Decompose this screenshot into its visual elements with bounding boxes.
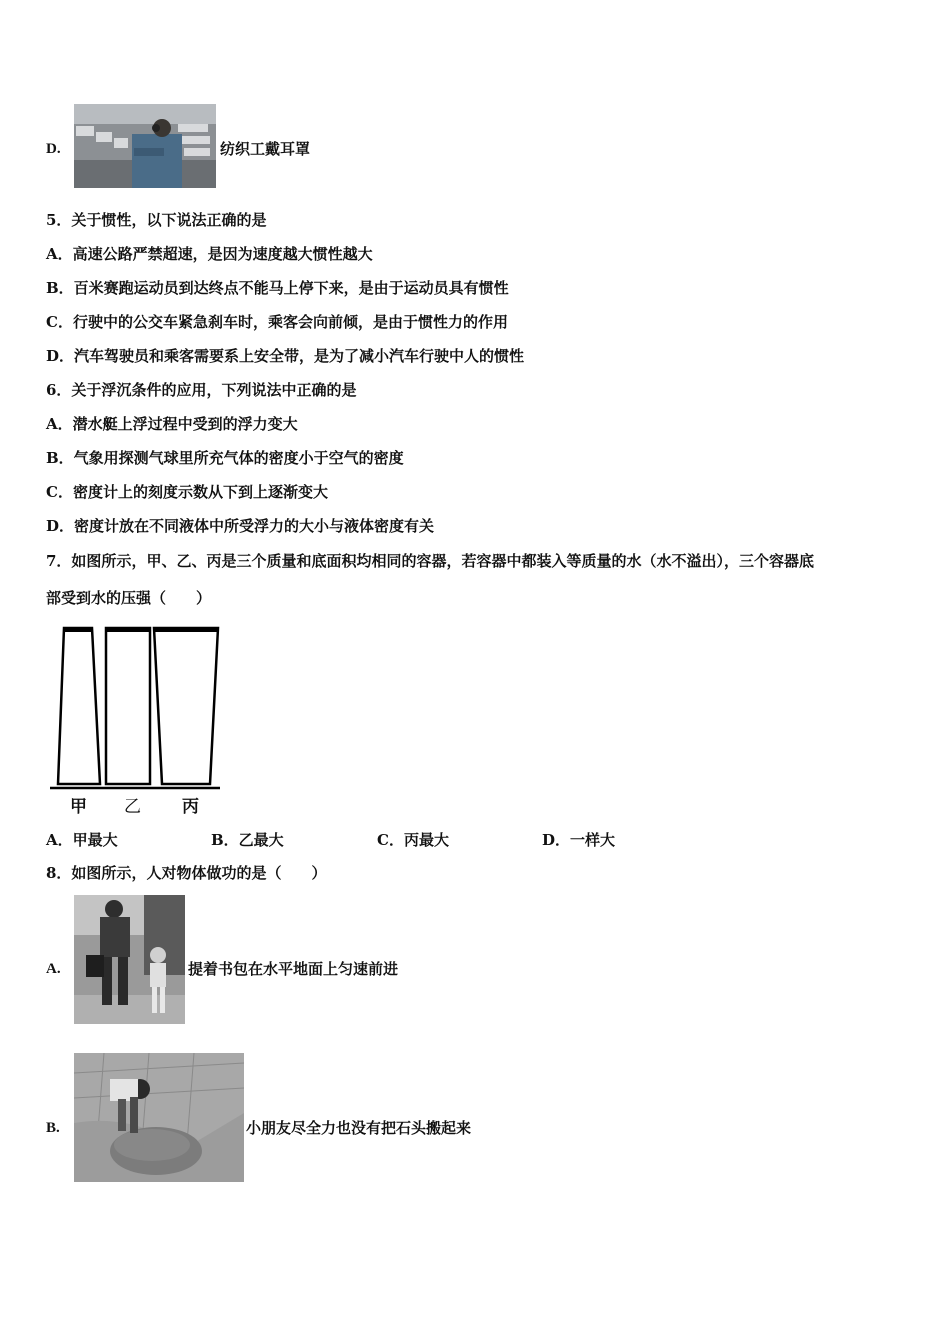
q6-stem: 6．关于浮沉条件的应用，下列说法中正确的是 <box>46 381 357 399</box>
q4-option-d-letter: D. <box>46 141 61 157</box>
q5-option-c: C．行驶中的公交车紧急刹车时，乘客会向前倾，是由于惯性力的作用 <box>46 313 508 331</box>
containers-diagram <box>48 624 228 792</box>
carrying-bag-photo <box>74 895 185 1024</box>
q8-option-a-letter: A. <box>46 961 61 977</box>
q8-option-b-caption: 小朋友尽全力也没有把石头搬起来 <box>246 1119 472 1137</box>
q7-stem-line1: 7．如图所示，甲、乙、丙是三个质量和底面积均相同的容器，若容器中都装入等质量的水（水不溢出），三个容器底 <box>46 552 814 570</box>
q8-stem: 8．如图所示，人对物体做功的是（ ） <box>46 864 327 882</box>
q5-option-d: D．汽车驾驶员和乘客需要系上安全带，是为了减小汽车行驶中人的惯性 <box>46 347 525 365</box>
q6-option-d: D．密度计放在不同液体中所受浮力的大小与液体密度有关 <box>46 517 435 535</box>
q8-option-b-letter: B. <box>46 1120 60 1136</box>
q7-choice-a: A．甲最大 <box>46 831 118 849</box>
q7-choice-d: D．一样大 <box>542 831 616 849</box>
q4-option-d-caption: 纺织工戴耳罩 <box>220 140 311 158</box>
q6-option-a: A．潜水艇上浮过程中受到的浮力变大 <box>46 415 298 433</box>
container-bing <box>154 628 218 784</box>
q8-option-a-caption: 提着书包在水平地面上匀速前进 <box>188 960 399 978</box>
child-lifting-rock-photo <box>74 1053 244 1182</box>
q6-option-c: C．密度计上的刻度示数从下到上逐渐变大 <box>46 483 328 501</box>
label-yi: 乙 <box>124 797 141 817</box>
q5-option-a: A．高速公路严禁超速，是因为速度越大惯性越大 <box>46 245 373 263</box>
label-jia: 甲 <box>70 797 87 817</box>
q7-stem-line2: 部受到水的压强（ ） <box>46 589 212 607</box>
container-yi <box>106 628 150 784</box>
q5-stem: 5．关于惯性，以下说法正确的是 <box>46 211 267 229</box>
container-jia <box>58 628 100 784</box>
textile-worker-photo <box>74 104 216 188</box>
q7-choice-b: B．乙最大 <box>211 831 284 849</box>
q7-choice-c: C．丙最大 <box>377 831 449 849</box>
q5-option-b: B．百米赛跑运动员到达终点不能马上停下来，是由于运动员具有惯性 <box>46 279 509 297</box>
q6-option-b: B．气象用探测气球里所充气体的密度小于空气的密度 <box>46 449 404 467</box>
label-bing: 丙 <box>182 797 199 817</box>
